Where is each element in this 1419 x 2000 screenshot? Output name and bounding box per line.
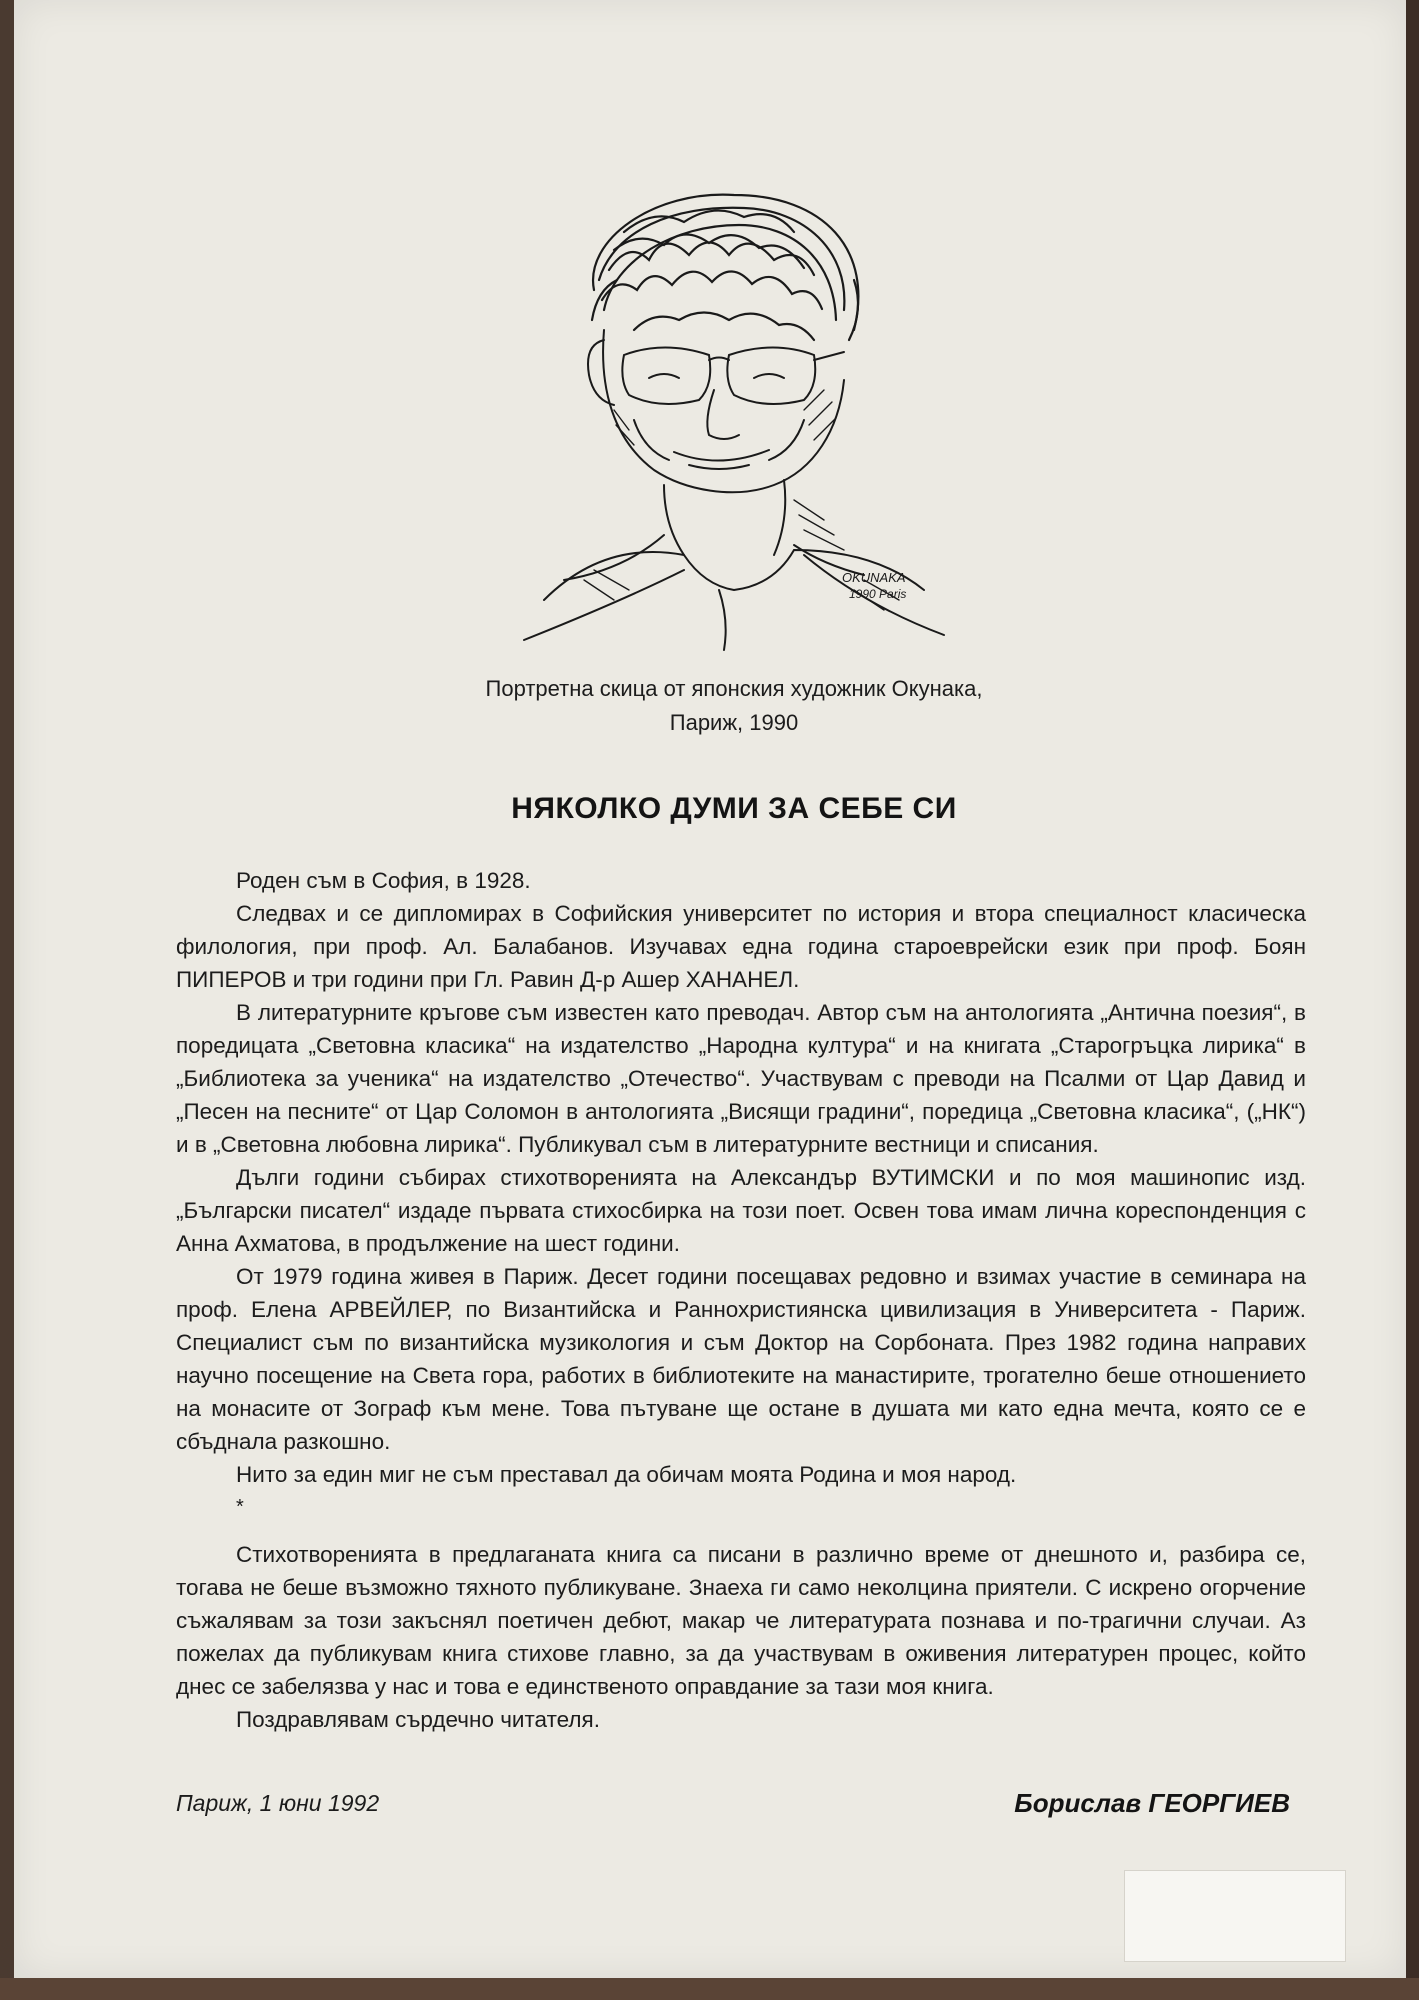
paragraph: В литературните кръгове съм известен като преводач. Автор съм на антологията „Антична поезия“, в поредицата „Световна класика“ на издателство „Народна култура“ и на книгата „Старогръцка лирика“ в „Библиотека за ученика“ на издателство „Отечество“. Участвувам с преводи на Псалми от Цар Давид и „Песен на песните“ от Цар Соломон в антологията „Висящи градини“, поредица „Световна класика“, („НК“) и в „Световна любовна лирика“. Публикувал съм в литературните вестници и списания. <box>176 1000 1306 1157</box>
book-page <box>14 0 1406 1978</box>
paragraph: Нито за един миг не съм преставал да обичам моята Родина и моя народ. <box>236 1462 1017 1487</box>
portrait-signature: OKUNAKA <box>842 570 906 585</box>
library-label-sticker <box>1124 1870 1346 1962</box>
date-place: Париж, 1 юни 1992 <box>176 1790 380 1816</box>
paragraph: Поздравлявам сърдечно читателя. <box>236 1707 600 1732</box>
body-text <box>176 864 1306 1736</box>
portrait-caption-line1: Портретна скица от японския художник Окунака, <box>485 676 983 701</box>
paragraph: Роден съм в София, в 1928. <box>236 868 531 893</box>
background-edge-bottom <box>0 1978 1419 2000</box>
paragraph: От 1979 година живея в Париж. Десет години посещавах редовно и взимах участие в семинара на проф. Елена АРВЕЙЛЕР, по Византийска и Раннохристиянска цивилизация в Университета - Париж. Специалист съм по византийска музикология и съм Доктор на Сорбоната. През 1982 година направих научно посещение на Света гора, работих в библиотеките на манастирите, трогателно беше отношението на монасите от Зограф към мене. Това пътуване ще остане в душата ми като една мечта, която се е сбъднала разкошно. <box>176 1264 1306 1454</box>
paragraph: Стихотворенията в предлаганата книга са писани в различно време от днешното и, разбира се, тогава не беше възможно тяхното публикуване. Знаеха ги само неколцина приятели. С искрено огорчение съжалявам за този закъснял поетичен дебют, макар че литературата познава и по-трагични случаи. Аз пожелах да публикувам книга стихове главно, за да участвувам в оживения литературен процес, който днес се забелязва у нас и това е единственото оправдание за тази моя книга. <box>176 1542 1306 1699</box>
portrait-sketch-icon <box>504 180 964 660</box>
section-separator: * <box>236 1496 244 1518</box>
portrait-caption-line2: Париж, 1990 <box>669 710 799 735</box>
paragraph: Следвах и се дипломирах в Софийския университет по история и втора специалност класическа филология, при проф. Ал. Балабанов. Изучавах една година староеврейски език при проф. Боян ПИПЕРОВ и три години при Гл. Равин Д-р Ашер ХАНАНЕЛ. <box>176 901 1306 992</box>
background-edge-right <box>1406 0 1419 2000</box>
portrait-signature-date: 1990 Paris <box>849 587 907 601</box>
author-signature: Борислав ГЕОРГИЕВ <box>1014 1788 1290 1818</box>
page-title: НЯКОЛКО ДУМИ ЗА СЕБЕ СИ <box>511 792 957 825</box>
paragraph: Дълги години събирах стихотворенията на Александър ВУТИМСКИ и по моя машинопис изд. „Български писател“ издаде първата стихосбирка на този поет. Освен това имам лична кореспонденция с Анна Ахматова, в продължение на шест години. <box>176 1165 1306 1256</box>
